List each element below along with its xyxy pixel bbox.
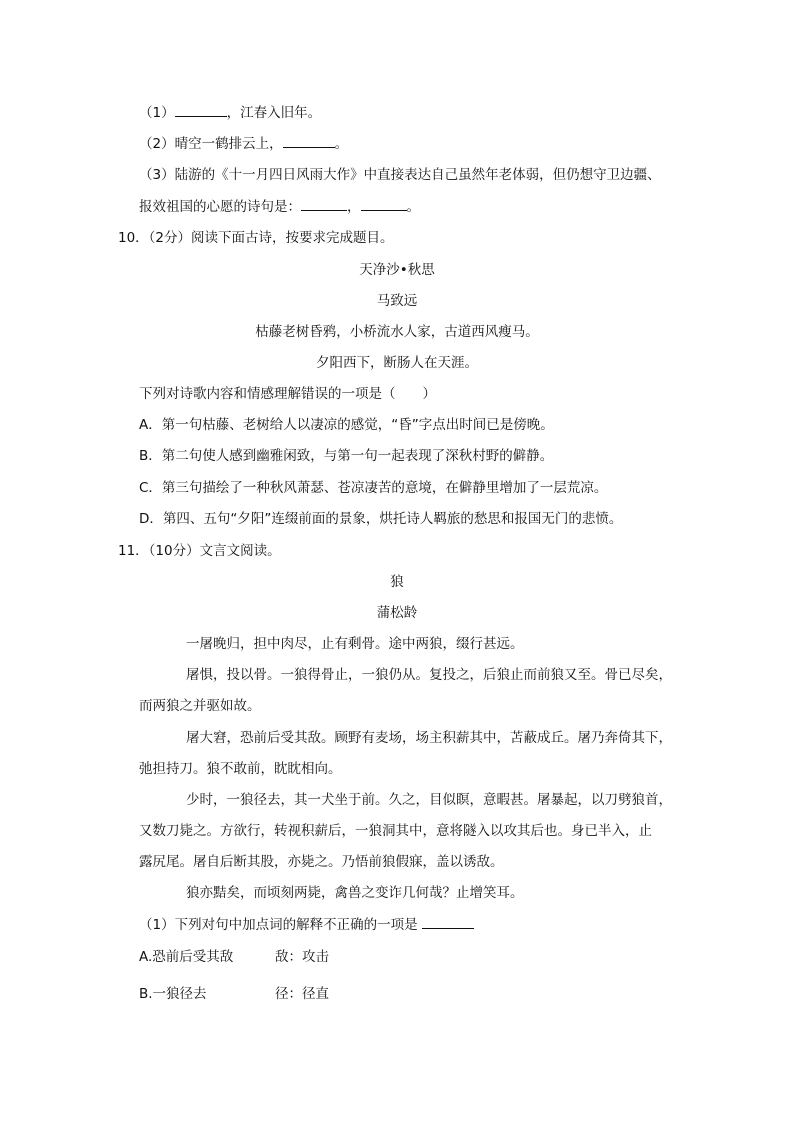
passage-para-3-line-1: 屠大窘，恐前后受其敌。顾野有麦场，场主积薪其中，苫蔽成丘。屠乃奔倚其下， [186, 730, 672, 746]
answer-blank[interactable] [175, 104, 227, 117]
answer-blank[interactable] [301, 198, 347, 211]
q11-sub-question-1: （1）下列对句中加点词的解释不正确的一项是 [139, 915, 474, 935]
passage-para-4-line-2: 又数刀毙之。方欲行，转视积薪后，一狼洞其中，意将隧入以攻其后也。身已半入，止 [139, 823, 652, 839]
q10-option-d[interactable]: D．第四、五句“夕阳”连缀前面的景象，烘托诗人羁旅的愁思和报国无门的悲愤。 [139, 511, 623, 527]
q11-option-b-gloss: 径：径直 [275, 986, 329, 1002]
passage-para-4-line-1: 少时，一狼径去，其一犬坐于前。久之，目似瞑，意暇甚。屠暴起，以刀劈狼首， [186, 792, 672, 808]
q10-option-b[interactable]: B．第二句使人感到幽雅闲致，与第一句一起表现了深秋村野的僻静。 [139, 448, 554, 464]
q11-option-b[interactable]: B.一狼径去 [139, 986, 207, 1002]
poem-line-2: 夕阳西下，断肠人在天涯。 [316, 355, 478, 371]
answer-blank[interactable] [361, 198, 407, 211]
passage-para-5: 狼亦黠矣，而顷刻两毙，禽兽之变诈几何哉？止增笑耳。 [186, 885, 524, 901]
passage-para-4-line-3: 露尻尾。屠自后断其股，亦毙之。乃悟前狼假寐，盖以诱敌。 [139, 854, 504, 870]
poem-author: 马致远 [376, 293, 418, 309]
passage-author: 蒲松龄 [376, 605, 418, 621]
passage-para-2-line-1: 屠惧，投以骨。一狼得骨止，一狼仍从。复投之，后狼止而前狼又至。骨已尽矣， [186, 667, 672, 683]
passage-title: 狼 [390, 574, 404, 590]
poem-line-1: 枯藤老树昏鸦，小桥流水人家，古道西风瘦马。 [255, 324, 539, 340]
q10-header: 10．（2分）阅读下面古诗，按要求完成题目。 [118, 230, 394, 246]
q9-item3-line2: 报效祖国的心愿的诗句是： ， 。 [139, 199, 420, 215]
q9-item2: （2）晴空一鹤排云上， 。 [139, 136, 349, 152]
q11-option-a[interactable]: A.恐前后受其敌 [139, 949, 234, 965]
answer-blank[interactable] [422, 916, 474, 929]
answer-blank[interactable] [283, 135, 335, 148]
q11-header: 11．（10分）文言文阅读。 [118, 543, 281, 559]
passage-para-2-line-2: 而两狼之并驱如故。 [139, 698, 261, 714]
q10-question: 下列对诗歌内容和情感理解错误的一项是（ ） [139, 386, 436, 402]
passage-para-3-line-2: 弛担持刀。狼不敢前，眈眈相向。 [139, 761, 342, 777]
q10-option-c[interactable]: C．第三句描绘了一种秋风萧瑟、苍凉凄苦的意境，在僻静里增加了一层荒凉。 [139, 480, 608, 496]
q9-item3-line1: （3）陆游的《十一月四日风雨大作》中直接表达自己虽然年老体弱，但仍想守卫边疆、 [139, 167, 661, 183]
q11-option-a-gloss: 敌：攻击 [275, 949, 329, 965]
q10-option-a[interactable]: A．第一句枯藤、老树给人以凄凉的感觉，“昏”字点出时间已是傍晚。 [139, 417, 554, 433]
q9-item1: （1） ，江春入旧年。 [139, 105, 322, 121]
poem-title: 天净沙•秋思 [359, 262, 435, 278]
passage-para-1: 一屠晚归，担中肉尽，止有剩骨。途中两狼，缀行甚远。 [186, 636, 524, 652]
